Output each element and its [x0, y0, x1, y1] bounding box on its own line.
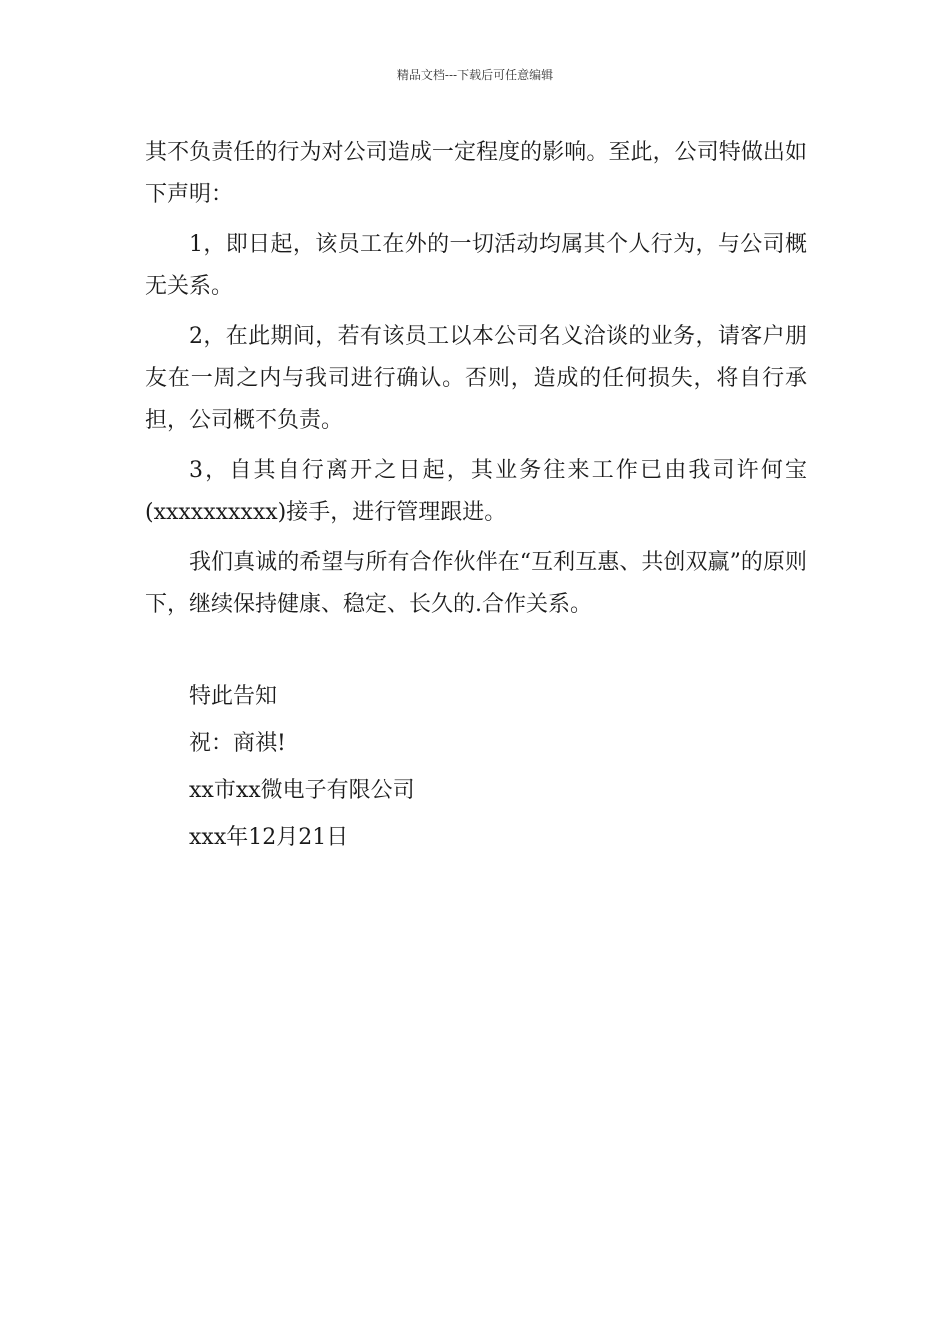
page-header: 精品文档---下载后可任意编辑 [396, 68, 554, 82]
paragraph-closing-statement: 我们真诚的希望与所有合作伙伴在“互利互惠、共创双赢”的原则下，继续保持健康、稳定、长久的.合作关系。 [145, 550, 807, 617]
closing-notice: 特此告知 [189, 684, 278, 709]
company-name: xx市xx微电子有限公司 [189, 778, 415, 803]
paragraph-item-2: 2，在此期间，若有该员工以本公司名义洽谈的业务，请客户朋友在一周之内与我司进行确认。否则，造成的任何损失，将自行承担，公司概不负责。 [145, 324, 807, 433]
paragraph-item-1: 1，即日起，该员工在外的一切活动均属其个人行为，与公司概无关系。 [145, 232, 807, 299]
document-body [145, 132, 807, 634]
document-date: xxx年12月21日 [189, 825, 349, 850]
closing-wish: 祝：商祺! [189, 731, 286, 756]
closing-block [189, 680, 415, 868]
paragraph-item-3: 3，自其自行离开之日起，其业务往来工作已由我司许何宝(xxxxxxxxxx)接手，进行管理跟进。 [145, 458, 807, 525]
paragraph-intro: 其不负责任的行为对公司造成一定程度的影响。至此，公司特做出如下声明： [145, 140, 807, 207]
